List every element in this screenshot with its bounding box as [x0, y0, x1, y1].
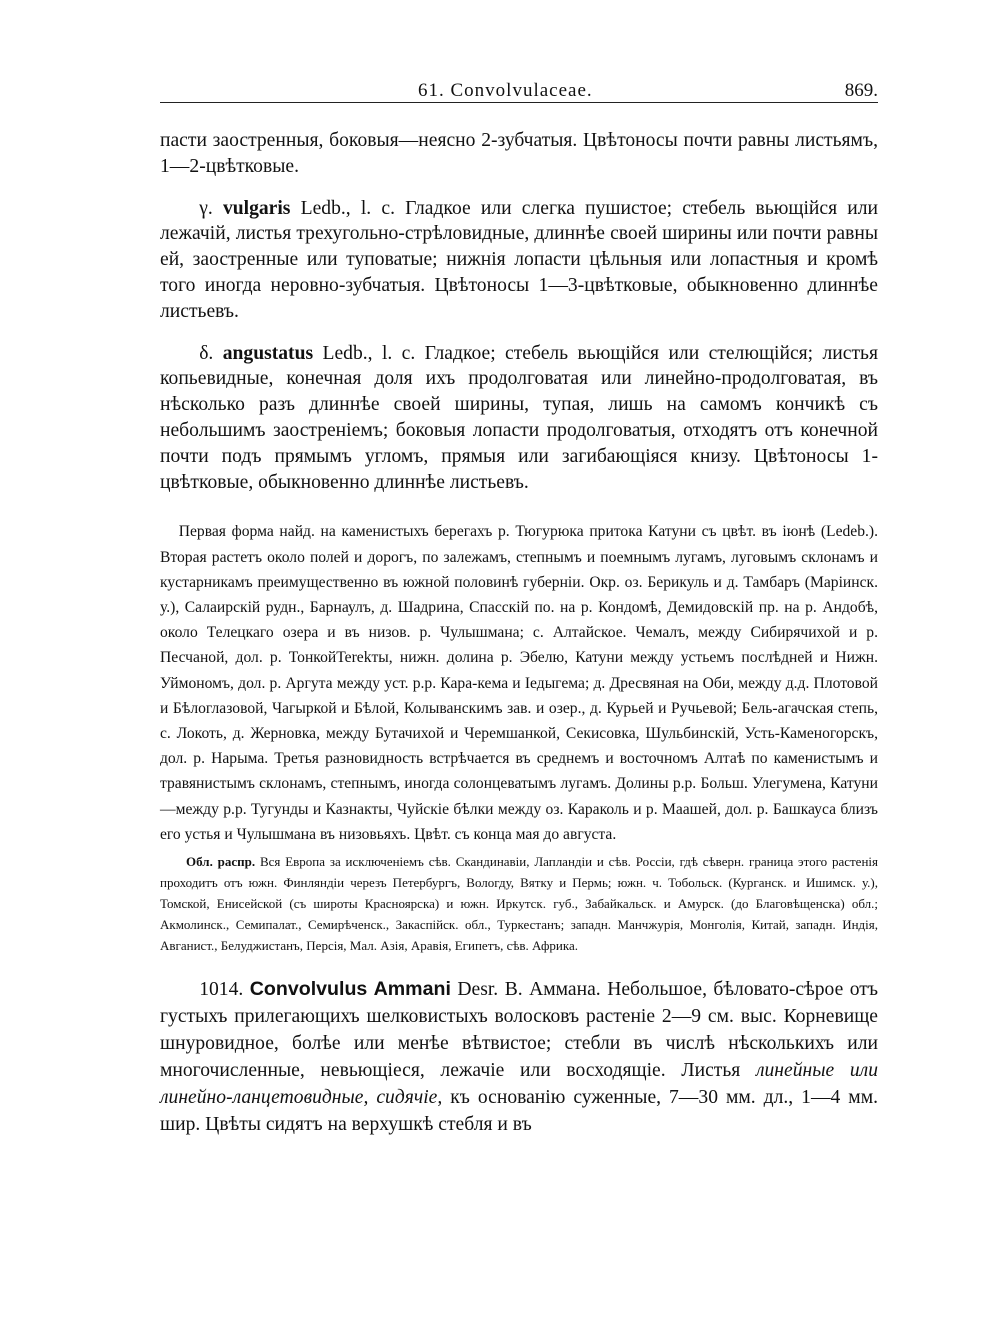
species-description: Небольшое, бѣловато-сѣрое отъ густыхъ прилегающихъ шелковистыхъ волосковъ растеніе 2—9 см. выс. Корневище шнуровидное, болѣе или менѣе вѣтвистое; стебли въ числѣ нѣсколькихъ или многочисленные, невьющіеся, лежачіе или восходящіе. Листья: [160, 979, 878, 1081]
variety-delta: [160, 341, 878, 496]
distribution-note: Первая форма найд. на каменистыхъ берегахъ р. Тюгурюка притока Катуни съ цвѣт. въ іюнѣ (Ledeb.). Вторая растетъ около полей и дорогъ, по залежамъ, степнымъ и поемнымъ лугамъ, луговымъ склонамъ и кустарникамъ преимущественно въ южной половинѣ губерніи. Окр. оз. Берикуль и д. Тамбаръ (Маріинск. у.), Салаирскій рудн., Барнаулъ, д. Шадрина, Спасскій по. на р. Кондомѣ, Демидовскій пр. на р. Андобѣ, около Телецкаго озера и въ низов. р. Чулышмана; с. Алтайское. Чемалъ, между Сибирячихой и р. Песчаной, дол. р. ТонкойTerekты, нижн. долина р. Эбелю, Катуни между устьемъ послѣдней и Нижн. Уймономъ, дол. р. Аргута между уст. р.р. Кара-кема и Іедыгема; д. Дресвяная на Оби, между д.д. Плотовой и Бѣлоглазовой, Чагыркой и Бѣлой, Колыванскимъ зав. и озер., д. Курьей и Ручьевой; Бель-агачская степь, с. Локоть, д. Жерновка, между Бутачихой и Черемшанкой, Секисовка, Шульбинскій, Усть-Каменогорскъ, дол. р. Нарыма. Третья разновидность встрѣчается въ среднемъ и восточномъ Алтаѣ по каменистымъ и травянистымъ склонамъ, степнымъ, иногда солонцеватымъ лугамъ. Долины р.р. Больш. Улегумена, Катуни—между р.р. Тугунды и Казнакты, Чуйскіе бѣлки между оз. Караколь и р. Маашей, дол. р. Башкауса близъ его устья и Чулышмана въ низовьяхъ. Цвѣт. съ конца мая до августа.: [160, 523, 878, 843]
page-body: [160, 128, 878, 1138]
chapter-title: 61. Convolvulaceae.: [418, 80, 593, 101]
species-entry: [160, 976, 878, 1138]
species-russian-name: В. Аммана.: [504, 979, 601, 1000]
page-number: 869.: [844, 80, 878, 101]
range-label: Обл. распр.: [186, 854, 256, 869]
range-text: Вся Европа за исключеніемъ сѣв. Скандинавіи, Лапландіи и сѣв. Россіи, гдѣ сѣверн. граница этого растенія проходитъ отъ южн. Финляндіи черезъ Петербургъ, Вологду, Вятку и Пермь; южн. ч. Тобольск. (Курганск. и Ишимск. у.), Томской, Енисейской (съ широты Красноярска) и южн. Иркутск. губ., Забайкальск. и Амурск. (до Благовѣщенска) обл.; Акмолинск., Семипалат., Семирѣченск., Закаспійск. обл., Туркестанъ; западн. Манчжурія, Монголія, Китай, западн. Индія, Авганист., Белуджистанъ, Персія, Мал. Азія, Аравія, Египетъ, сѣв. Африка.: [160, 854, 878, 953]
species-author: Desr.: [457, 979, 499, 1000]
variety-text: Ledb., l. c. Гладкое; стебель вьющійся или стелющійся; листья копьевидные, конечная доля ихъ продолговатая или линейно-продолговатая, въ нѣсколько разъ длиннѣе своей ширины, тупая, лишь на самомъ кончикѣ съ небольшимъ заостреніемъ; боковыя лопасти продолговатыя, отходятъ отъ конечной почти подъ прямымъ угломъ, прямыя или загибающіяся книзу. Цвѣтоносы 1-цвѣтковые, обыкновенно длиннѣе листьевъ.: [160, 342, 878, 493]
variety-text: Ledb., l. c. Гладкое или слегка пушистое; стебель вьющійся или лежачій, листья трехугольно-стрѣловидные, длиннѣе своей ширины или почти равны ей, заостренные или туповатые; нижнія лопасти цѣльныя или лопастныя и кромѣ того иногда неровно-зубчатыя. Цвѣтоносы 1—3-цвѣтковые, обыкновенно длиннѣе листьевъ.: [160, 197, 879, 322]
paragraph-continuation: пасти заостренныя, боковыя—неясно 2-зубчатыя. Цвѣтоносы почти равны листьямъ, 1—2-цвѣтковые.: [160, 130, 878, 177]
species-description-continued: къ основанію суженные, 7—30 мм. дл., 1—4 мм. шир. Цвѣты сидятъ на верхушкѣ стебля и въ: [160, 1087, 878, 1135]
variety-name: vulgaris: [222, 197, 291, 219]
species-number: 1014.: [199, 979, 244, 1000]
range-note: [160, 851, 878, 956]
variety-label: δ.: [199, 342, 214, 364]
variety-name: angustatus: [222, 342, 314, 364]
variety-gamma: [160, 196, 878, 325]
variety-label: γ.: [199, 197, 213, 219]
species-description-italic: линейные или линейно-ланцетовидные, сидячіе,: [160, 1060, 879, 1108]
running-header: [160, 80, 878, 103]
species-latin-name: Convolvulus Ammani: [249, 978, 451, 1000]
